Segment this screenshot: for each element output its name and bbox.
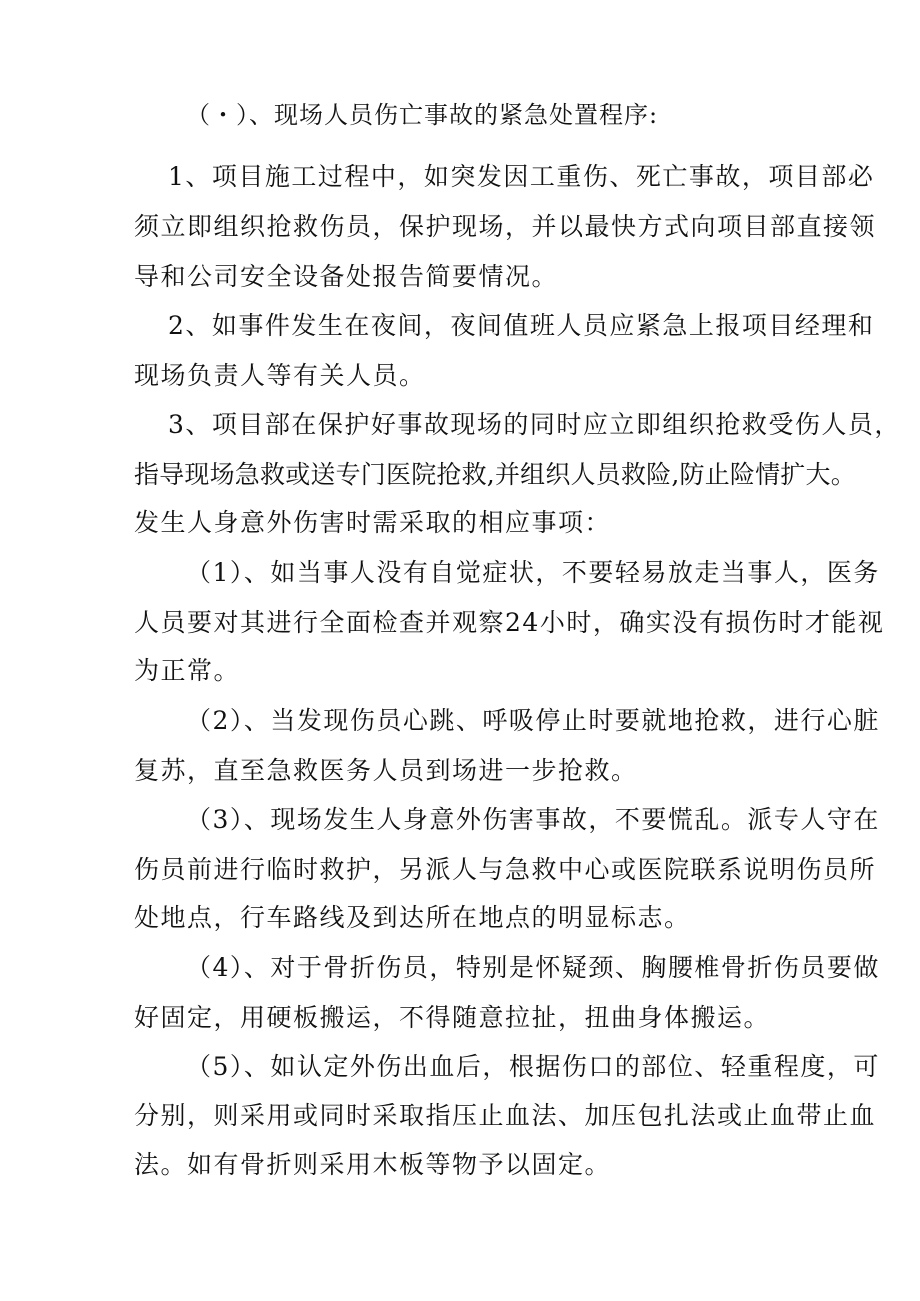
item-3-line-1: （3）、现场发生人身意外伤害事故，不要慌乱。派专人守在	[186, 805, 880, 834]
paragraph-3-line-3: 发生人身意外伤害时需采取的相应事项：	[134, 508, 612, 537]
item-3-line-3: 处地点，行车路线及到达所在地点的明显标志。	[134, 903, 691, 932]
item-2-line-1: （2）、当发现伤员心跳、呼吸停止时要就地抢救，进行心脏	[186, 706, 880, 735]
item-5-line-3: 法。如有骨折则采用木板等物予以固定。	[134, 1150, 612, 1179]
item-1-line-2: 人员要对其进行全面检查并观察24小时，确实没有损伤时才能视	[134, 608, 885, 637]
paragraph-3-line-1: 3、项目部在保护好事故现场的同时应立即组织抢救受伤人员，	[168, 410, 901, 439]
paragraph-2-line-2: 现场负责人等有关人员。	[134, 361, 426, 390]
paragraph-3-line-2: 指导现场急救或送专门医院抢救,并组织人员救险,防止险情扩大。	[134, 460, 856, 489]
item-2-line-2: 复苏，直至急救医务人员到场进一步抢救。	[134, 756, 638, 785]
item-4-line-1: （4）、对于骨折伤员，特别是怀疑颈、胸腰椎骨折伤员要做	[186, 953, 880, 982]
item-1-line-3: 为正常。	[134, 656, 241, 685]
item-3-line-2: 伤员前进行临时救护，另派人与急救中心或医院联系说明伤员所	[134, 855, 877, 884]
item-5-line-2: 分别，则采用或同时采取指压止血法、加压包扎法或止血带止血	[134, 1101, 877, 1130]
paragraph-1-line-2: 须立即组织抢救伤员，保护现场，并以最快方式向项目部直接领	[134, 212, 877, 241]
paragraph-1-line-1: 1、项目施工过程中，如突发因工重伤、死亡事故，项目部必	[168, 162, 875, 191]
item-5-line-1: （5）、如认定外伤出血后，根据伤口的部位、轻重程度，可	[186, 1052, 880, 1081]
item-1-line-1: （1）、如当事人没有自觉症状，不要轻易放走当事人，医务	[186, 558, 880, 587]
paragraph-1-line-3: 导和公司安全设备处报告简要情况。	[134, 262, 559, 291]
paragraph-2-line-1: 2、如事件发生在夜间，夜间值班人员应紧急上报项目经理和	[168, 311, 875, 340]
section-heading: （・）、现场人员伤亡事故的紧急处置程序:	[186, 101, 659, 129]
item-4-line-2: 好固定，用硬板搬运，不得随意拉扯，扭曲身体搬运。	[134, 1003, 771, 1032]
